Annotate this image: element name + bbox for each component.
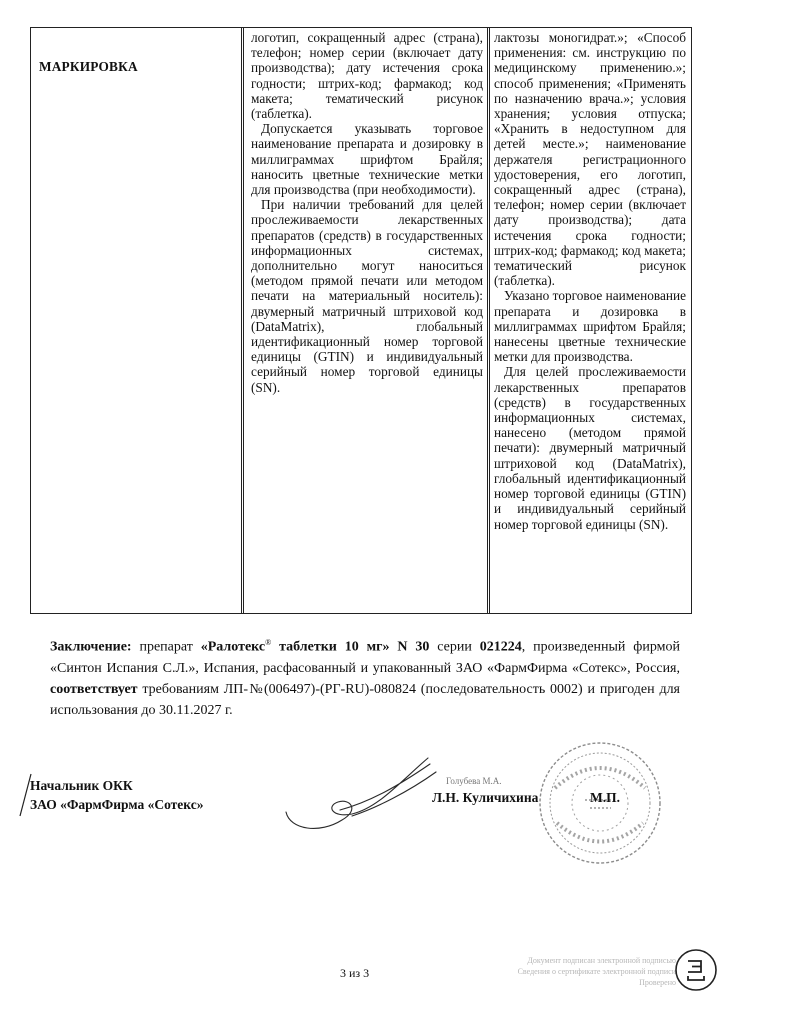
conclusion-part: , произведенный фирмой «Синтон Испания С.Л.», Испания, расфасованный и упакованный ЗАО «ФармФирма «Сотекс», Россия, xyxy=(50,639,681,676)
signatory-name: Л.Н. Куличихина xyxy=(432,790,539,805)
seal-place-label: М.П. xyxy=(590,790,620,805)
table-divider xyxy=(487,28,488,613)
batch-number: 021224 xyxy=(479,639,522,655)
conclusion-part: требованиям ЛП-№(006497)-(РГ-RU)-080824 (последовательность 0002) и пригоден для использования до 30.11.2027 г. xyxy=(50,681,680,718)
table-divider xyxy=(489,28,490,613)
requirements-paragraph: логотип, сокращенный адрес (страна), телефон; номер серии (включает дату производства); дату истечения срока годности; штрих-код; фармакод; код макета; тематический рисунок (таблетка). xyxy=(251,30,483,122)
results-column xyxy=(494,30,686,532)
watermark-line: Проверено xyxy=(639,978,676,987)
conclusion-text xyxy=(50,632,680,721)
edo-logo-icon xyxy=(674,948,718,992)
watermark-line: Сведения о сертификате электронной подписи xyxy=(517,967,676,976)
registered-mark: ® xyxy=(265,638,272,647)
marking-table xyxy=(30,27,692,614)
requirements-column xyxy=(251,30,483,395)
position-line: Начальник ОКК xyxy=(30,778,133,793)
conclusion-part: серии xyxy=(429,639,480,655)
conclusion-part: препарат xyxy=(131,639,201,655)
results-paragraph: Указано торговое наименование препарата и дозировка в миллиграммах шрифтом Брайля; нанесены цветные технические метки для производства. xyxy=(494,288,686,365)
handwritten-note: Голубева М.А. xyxy=(446,776,502,786)
requirements-paragraph: При наличии требований для целей прослеживаемости лекарственных препаратов (средств) в государственных информационных системах, дополнительно могут наноситься (методом прямой печати или методом печати на материальный носитель): двумерный матричный штриховой код (DataMatrix), глобальный идентификационный номер торговой единицы (GTIN) и индивидуальный серийный номер торговой единицы (SN). xyxy=(251,197,483,395)
e-signature-watermark xyxy=(466,955,676,988)
drug-name: «Ралотекс xyxy=(200,639,266,655)
conclusion-label: Заключение: xyxy=(50,639,132,655)
table-divider xyxy=(241,28,242,613)
position-line: ЗАО «ФармФирма «Сотекс» xyxy=(30,797,204,812)
watermark-line: Документ подписан электронной подписью xyxy=(527,956,676,965)
table-divider xyxy=(243,28,244,613)
page-number: 3 из 3 xyxy=(340,966,370,980)
row-label-marking: МАРКИРОВКА xyxy=(39,59,138,74)
drug-dosage: таблетки 10 мг» N 30 xyxy=(271,639,430,655)
signatory-position xyxy=(30,776,203,814)
requirements-paragraph: Допускается указывать торговое наименование препарата и дозировку в миллиграммах шрифтом Брайля; наносить цветные технические метки для производства (при необходимости). xyxy=(251,121,483,198)
handwritten-signature xyxy=(280,752,440,842)
results-paragraph: Для целей прослеживаемости лекарственных препаратов (средств) в государственных информационных системах, нанесено (методом прямой печати): двумерный матричный штриховой код (DataMatrix), глобальный идентификационный номер торговой единицы (GTIN) и индивидуальный серийный номер торговой единицы (SN). xyxy=(494,364,686,532)
results-paragraph: лактозы моногидрат.»; «Способ применения: см. инструкцию по медицинскому применению.»; способ применения; «Применять по назначению врача.»; условия хранения; условия отпуска; «Хранить в недоступном для детей месте.»; наименование держателя регистрационного удостоверения, его логотип, сокращенный адрес (страна), телефон; номер серии (включает дату производства); дата истечения срока годности; штрих-код; фармакод; код макета; тематический рисунок (таблетка). xyxy=(494,30,686,289)
conformity-word: соответствует xyxy=(50,681,138,697)
